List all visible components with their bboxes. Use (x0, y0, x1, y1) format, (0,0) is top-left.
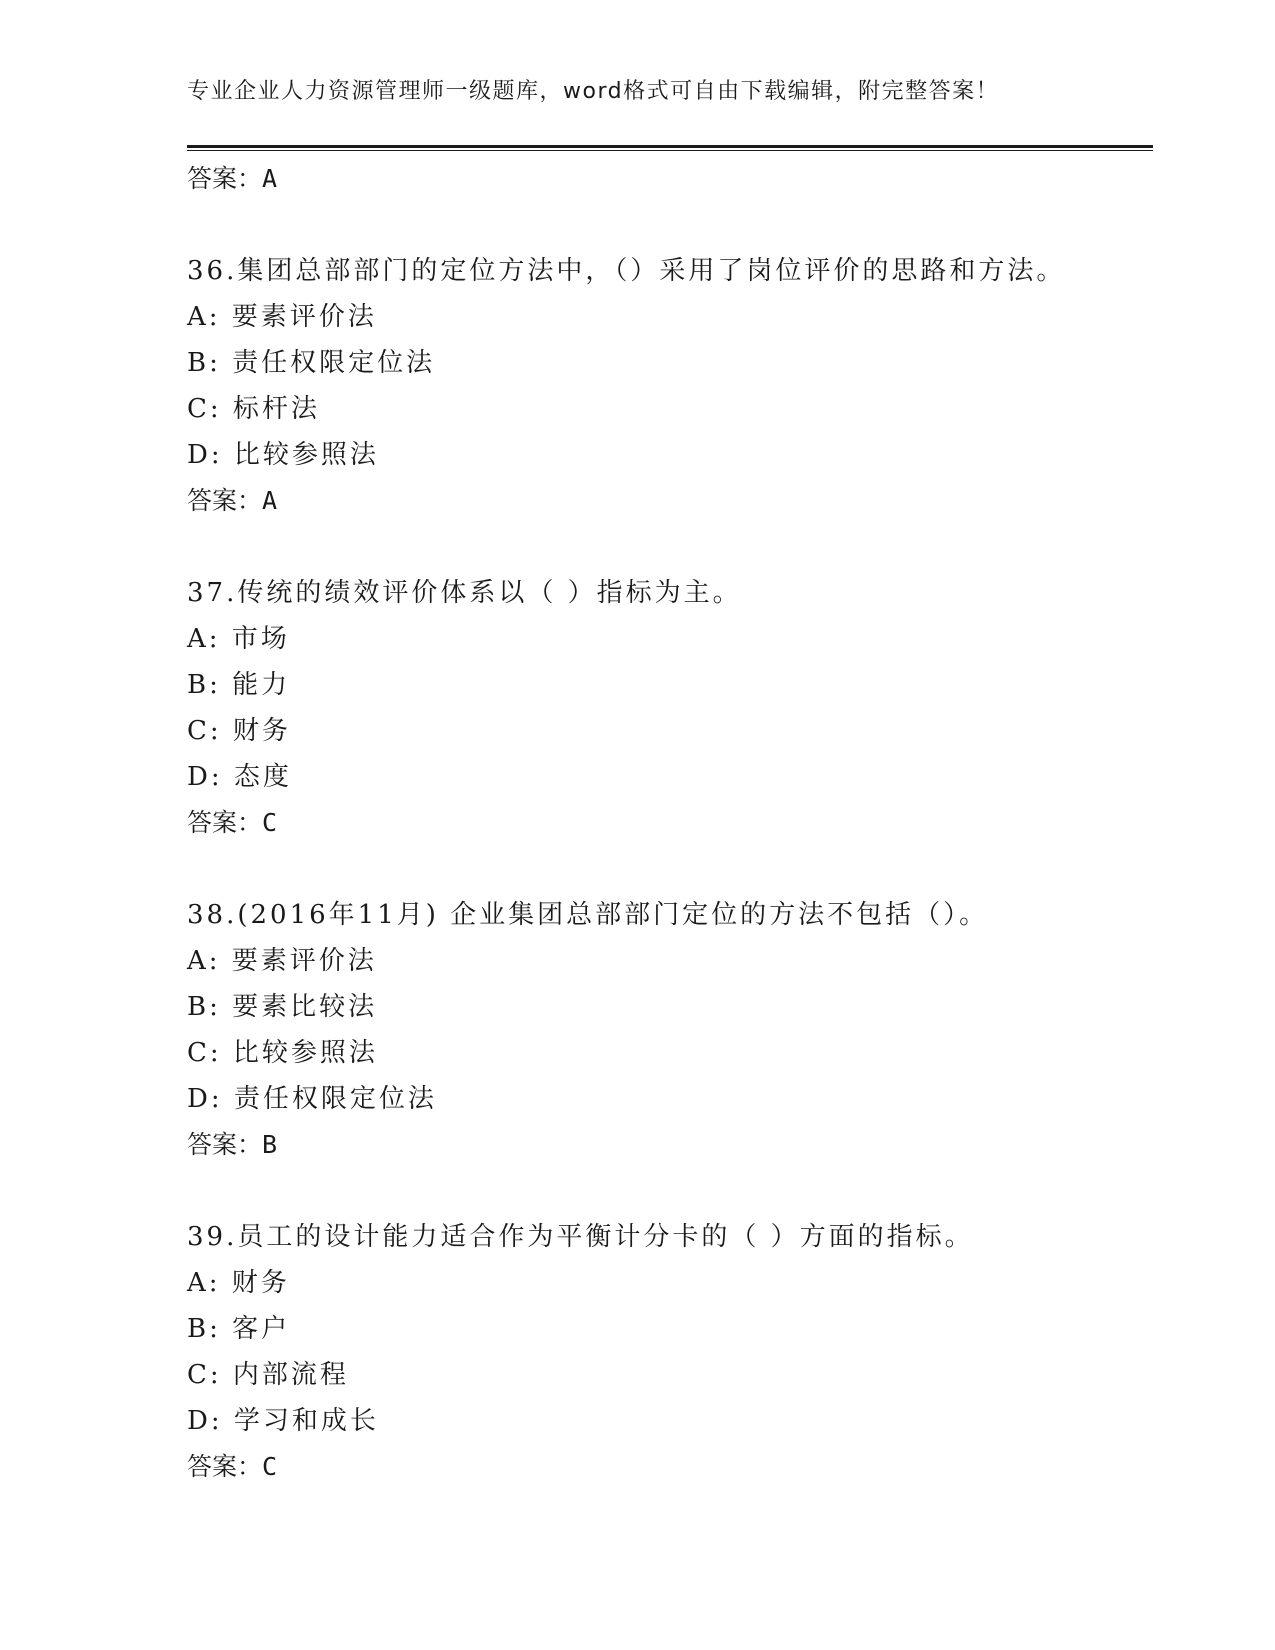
question-block-39 (187, 1214, 1153, 1490)
header-rule-thick (187, 145, 1153, 148)
option-d: D: 责任权限定位法 (187, 1084, 437, 1114)
question-text: 39.员工的设计能力适合作为平衡计分卡的（ ）方面的指标。 (187, 1222, 974, 1252)
page-header: 专业企业人力资源管理师一级题库，word格式可自由下载编辑，附完整答案！ (187, 79, 1000, 104)
question-text: 37.传统的绩效评价体系以（ ）指标为主。 (187, 578, 742, 608)
option-a: A: 财务 (187, 1268, 290, 1298)
option-b: B: 能力 (187, 670, 291, 700)
answer-line: 答案：C (187, 1452, 278, 1481)
question-text: 38.(2016年11月) 企业集团总部部门定位的方法不包括（）。 (187, 900, 989, 930)
option-d: D: 比较参照法 (187, 440, 379, 470)
question-text: 36.集团总部部门的定位方法中，（）采用了岗位评价的思路和方法。 (187, 256, 1066, 286)
option-d: D: 态度 (187, 762, 292, 792)
answer-line: 答案：A (187, 164, 278, 193)
option-c: C: 财务 (187, 716, 291, 746)
header-rule-thin (187, 150, 1153, 151)
answer-line: 答案：B (187, 1130, 278, 1159)
option-b: B: 要素比较法 (187, 992, 378, 1022)
option-c: C: 标杆法 (187, 394, 320, 424)
question-block-37 (187, 570, 1153, 846)
question-list (187, 156, 1153, 1490)
option-a: A: 市场 (187, 624, 290, 654)
option-b: B: 责任权限定位法 (187, 348, 436, 378)
option-b: B: 客户 (187, 1314, 291, 1344)
option-c: C: 比较参照法 (187, 1038, 378, 1068)
question-block-38 (187, 892, 1153, 1168)
answer-line: 答案：C (187, 808, 278, 837)
option-a: A: 要素评价法 (187, 946, 377, 976)
option-c: C: 内部流程 (187, 1360, 349, 1390)
option-d: D: 学习和成长 (187, 1406, 379, 1436)
question-block-36 (187, 248, 1153, 524)
option-a: A: 要素评价法 (187, 302, 377, 332)
answer-line: 答案：A (187, 486, 278, 515)
